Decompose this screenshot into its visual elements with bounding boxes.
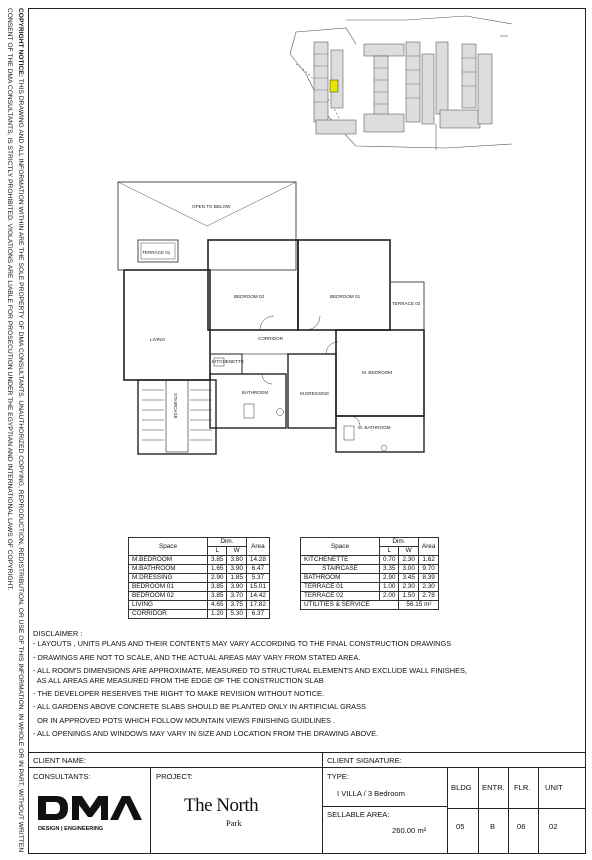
header-area: Area bbox=[246, 538, 269, 556]
disclaimer-line: AS ALL AREAS ARE MEASURED FROM THE EDGE OF THE CONSTRUCTION SLAB bbox=[33, 675, 324, 685]
sellable-area-value: 260.00 m² bbox=[392, 826, 427, 835]
area-table-2 bbox=[300, 537, 439, 610]
header-space: Space bbox=[129, 538, 208, 556]
copyright-lead: COPYRIGHT NOTICE: bbox=[17, 8, 24, 77]
table-row: LIVING 4.65 3.75 17.82 bbox=[129, 601, 270, 610]
label-living: LIVING bbox=[150, 337, 166, 342]
label-m-bedroom: M. BEDROOM bbox=[362, 370, 393, 375]
type-label: TYPE: bbox=[327, 772, 349, 781]
label-bedroom-02: BEDROOM 02 bbox=[234, 294, 265, 299]
table-row: BEDROOM 02 3.85 3.70 14.42 bbox=[129, 592, 270, 601]
label-terrace-02: TERRACE 02 bbox=[392, 301, 421, 306]
header-dim: Dim. bbox=[380, 538, 419, 547]
header-area: Area bbox=[418, 538, 439, 556]
consultants-label: CONSULTANTS: bbox=[33, 772, 91, 781]
entr-label: ENTR. bbox=[482, 783, 505, 792]
header-dim: Dim. bbox=[208, 538, 247, 547]
copyright-notice bbox=[2, 8, 26, 854]
table-row: M.BATHROOM 1.65 3.90 6.47 bbox=[129, 565, 270, 574]
header-l: L bbox=[380, 547, 399, 556]
disclaimer-line: - DRAWINGS ARE NOT TO SCALE, AND THE ACTUAL AREAS MAY VARY FROM STATED AREA. bbox=[33, 652, 361, 662]
client-signature-label: CLIENT SIGNATURE: bbox=[327, 756, 402, 765]
unit-highlight bbox=[330, 80, 338, 92]
header-space: Space bbox=[301, 538, 380, 556]
entr-value: B bbox=[490, 822, 496, 831]
disclaimer-title: DISCLAIMER : bbox=[33, 629, 83, 638]
disclaimer-line: OR IN APPROVED POTS WHICH FOLLOW MOUNTAIN VIEWS FINISHING GUIDLINES . bbox=[33, 715, 336, 725]
table-row: M.BEDROOM 3.85 3.80 14.28 bbox=[129, 556, 270, 565]
disclaimer-line: - ALL ROOM'S DIMENSIONS ARE APPROXIMATE, MEASURED TO STRUCTURAL ELEMENTS AND EXCLUDE WALL FINISHES, bbox=[33, 666, 467, 676]
type-value: I VILLA / 3 Bedroom bbox=[337, 789, 405, 798]
client-name-label: CLIENT NAME: bbox=[33, 756, 87, 765]
table-row: TERRACE 02 2.00 1.50 2.78 bbox=[301, 592, 439, 601]
table-row: M.DRESSING 2.90 1.85 5.37 bbox=[129, 574, 270, 583]
label-kitchenette: KITCHENETTE bbox=[212, 359, 244, 364]
table-row: STAIRCASE 3.35 3.00 9.70 bbox=[301, 565, 439, 574]
label-m-bathroom: M. BATHROOM bbox=[358, 425, 391, 430]
total-value: 56.15 m² bbox=[399, 601, 439, 610]
header-w: W bbox=[399, 547, 418, 556]
flr-value: 06 bbox=[517, 822, 526, 831]
table-total-row bbox=[301, 601, 439, 610]
table-row: BEDROOM 01 3.85 3.90 15.01 bbox=[129, 583, 270, 592]
label-corridor: CORRIDOR bbox=[258, 336, 284, 341]
project-logo-sub: Park bbox=[226, 818, 242, 828]
disclaimer-line: - LAYOUTS , UNITS PLANS AND THEIR CONTENTS MAY VARY ACCORDING TO THE FINAL CONSTRUCTION DRAWINGS bbox=[33, 639, 452, 649]
project-label: PROJECT: bbox=[156, 772, 193, 781]
flr-label: FLR. bbox=[514, 783, 531, 792]
total-label: UTILITIES & SERVICE bbox=[301, 601, 399, 610]
disclaimer-line: - ALL OPENINGS AND WINDOWS MAY VARY IN SIZE AND LOCATION FROM THE DRAWING ABOVE. bbox=[33, 729, 379, 739]
area-table-1 bbox=[128, 537, 270, 619]
bldg-label: BLDG bbox=[451, 783, 472, 792]
unit-label: UNIT bbox=[545, 783, 563, 792]
label-bedroom-01: BEDROOM 01 bbox=[330, 294, 361, 299]
copyright-text bbox=[2, 8, 26, 854]
copyright-body: THIS DRAWING AND ALL INFORMATION WITHIN ARE THE SOLE PROPERTY OF DMA CONSULTANTS. UNAUTHORIZED COPYING, REPRODUCTION, REDISTRIBUTION, OR USE OF THIS INFORMATION, IN WHOLE OR IN PART, WITHOUT WRITTEN CONSENT OF THE DMA CONSULTANTS, IS STRICTLY PROHIBITED. VIOLATIONS ARE LIABLE FOR PROSECUTION UNDER THE EGYPTIAN AND INTERNATIONAL LAWS OF COPYRIGHT. bbox=[6, 8, 24, 853]
dma-tagline: DESIGN | ENGINEERING bbox=[38, 826, 104, 832]
disclaimer bbox=[33, 629, 573, 739]
site-key-plan bbox=[286, 14, 516, 154]
disclaimer-line: - THE DEVELOPER RESERVES THE RIGHT TO MAKE REVISION WITHOUT NOTICE. bbox=[33, 689, 325, 699]
label-bathroom: BATHROOM bbox=[242, 390, 269, 395]
dma-logo bbox=[36, 792, 144, 832]
unit-value: 02 bbox=[549, 822, 558, 831]
bldg-value: 05 bbox=[456, 822, 465, 831]
table-row: KITCHENETTE 0.70 2.30 1.62 bbox=[301, 556, 439, 565]
header-l: L bbox=[208, 547, 227, 556]
label-m-dressing: M.DRESSING bbox=[300, 391, 330, 396]
label-terrace-01: TERRACE 01 bbox=[142, 250, 171, 255]
table-row: CORRIDOR 1.20 5.30 6.37 bbox=[129, 610, 270, 619]
table-row: BATHROOM 2.90 3.45 8.39 bbox=[301, 574, 439, 583]
label-staircase: STAIRCASE bbox=[173, 393, 178, 419]
floor-plan bbox=[110, 178, 430, 460]
table-row: TERRACE 01 1.00 2.30 2.30 bbox=[301, 583, 439, 592]
header-w: W bbox=[227, 547, 246, 556]
sellable-area-label: SELLABLE AREA: bbox=[327, 810, 390, 819]
label-open-to-below: OPEN TO BELOW bbox=[192, 204, 231, 209]
disclaimer-line: - ALL GARDENS ABOVE CONCRETE SLABS SHOULD BE PLANTED ONLY IN ARTIFICIAL GRASS bbox=[33, 702, 366, 712]
project-logo-title: The North bbox=[184, 795, 259, 816]
